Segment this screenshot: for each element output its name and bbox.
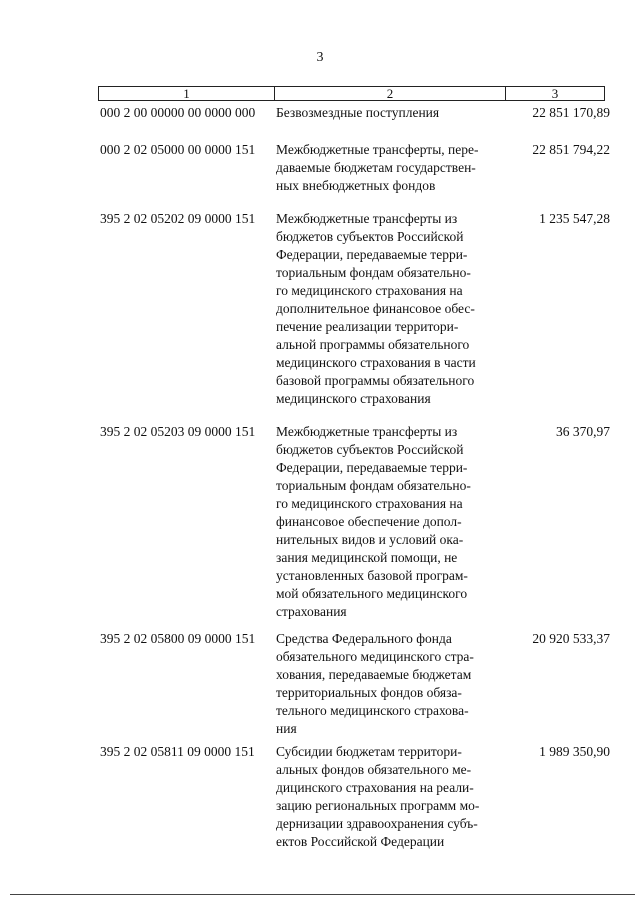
item-name — [276, 210, 512, 408]
name-line: бюджетов субъектов Российской — [276, 229, 464, 244]
name-line: медицинского страхования — [276, 391, 431, 406]
name-line: дернизации здравоохранения субъ- — [276, 816, 478, 831]
amount: 22 851 794,22 — [532, 142, 610, 157]
header-col-3: 3 — [551, 86, 559, 101]
name-line: финансовое обеспечение допол- — [276, 514, 462, 529]
amount: 36 370,97 — [556, 424, 610, 439]
name-line: Средства Федерального фонда — [276, 631, 452, 646]
name-line: ториальным фондам обязательно- — [276, 478, 471, 493]
budget-code: 000 2 00 00000 00 0000 000 — [100, 105, 256, 120]
budget-code: 395 2 02 05203 09 0000 151 — [100, 424, 256, 439]
name-line: хования, передаваемые бюджетам — [276, 667, 472, 682]
name-line: Федерации, передаваемые терри- — [276, 460, 468, 475]
name-line: дополнительное финансовое обес- — [276, 301, 475, 316]
name-line: Федерации, передаваемые терри- — [276, 247, 468, 262]
header-col-1: 1 — [99, 87, 275, 100]
name-line: ториальным фондам обязательно- — [276, 265, 471, 280]
name-line: обязательного медицинского стра- — [276, 649, 474, 664]
name-line: бюджетов субъектов Российской — [276, 442, 464, 457]
amount: 22 851 170,89 — [532, 105, 610, 120]
name-line: го медицинского страхования на — [276, 283, 463, 298]
amount: 1 235 547,28 — [539, 211, 610, 226]
budget-code: 000 2 02 05000 00 0000 151 — [100, 142, 256, 157]
name-line: ектов Российской Федерации — [276, 834, 445, 849]
footer-divider — [10, 894, 635, 895]
name-line: альных фондов обязательного ме- — [276, 762, 472, 777]
name-line: Безвозмездные поступления — [276, 105, 440, 120]
header-col-2: 2 — [275, 87, 506, 100]
page-number: 3 — [316, 50, 324, 65]
budget-code: 395 2 02 05811 09 0000 151 — [100, 744, 255, 759]
name-line: Межбюджетные трансферты из — [276, 424, 458, 439]
amount: 1 989 350,90 — [539, 744, 610, 759]
budget-code: 395 2 02 05202 09 0000 151 — [100, 211, 256, 226]
budget-code: 395 2 02 05800 09 0000 151 — [100, 631, 256, 646]
name-line: Межбюджетные трансферты, пере- — [276, 142, 479, 157]
name-line: страхования — [276, 604, 347, 619]
name-line: базовой программы обязательного — [276, 373, 475, 388]
name-line: установленных базовой програм- — [276, 568, 468, 583]
name-line: дицинского страхования на реали- — [276, 780, 474, 795]
name-line: даваемые бюджетам государствен- — [276, 160, 476, 175]
name-line: зацию региональных программ мо- — [276, 798, 480, 813]
name-line: Субсидии бюджетам территори- — [276, 744, 462, 759]
item-name — [276, 104, 512, 122]
name-line: печение реализации территори- — [276, 319, 459, 334]
name-line: альной программы обязательного — [276, 337, 470, 352]
item-name — [276, 630, 512, 738]
name-line: медицинского страхования в части — [276, 355, 476, 370]
item-name — [276, 141, 512, 195]
item-name — [276, 423, 512, 621]
table-header — [98, 86, 605, 101]
item-name — [276, 743, 512, 851]
name-line: территориальных фондов обяза- — [276, 685, 462, 700]
name-line: ния — [276, 721, 297, 736]
name-line: Межбюджетные трансферты из — [276, 211, 458, 226]
name-line: ных внебюджетных фондов — [276, 178, 436, 193]
name-line: нительных видов и условий ока- — [276, 532, 464, 547]
amount: 20 920 533,37 — [532, 631, 610, 646]
name-line: мой обязательного медицинского — [276, 586, 468, 601]
name-line: зания медицинской помощи, не — [276, 550, 458, 565]
name-line: го медицинского страхования на — [276, 496, 463, 511]
name-line: тельного медицинского страхова- — [276, 703, 469, 718]
